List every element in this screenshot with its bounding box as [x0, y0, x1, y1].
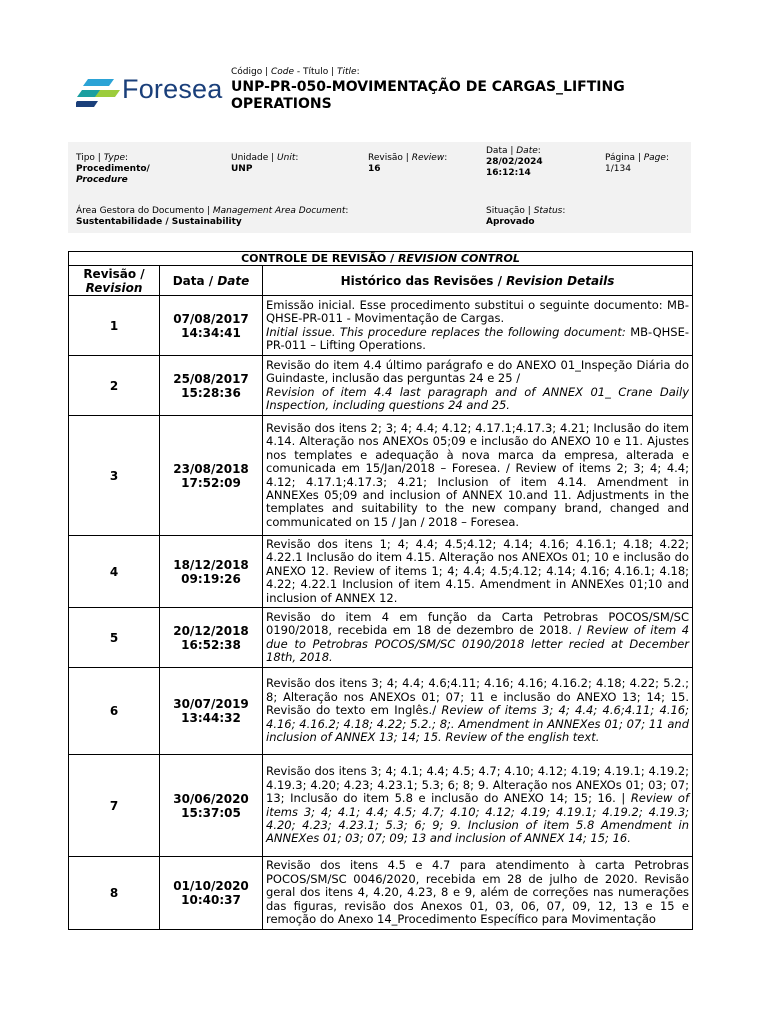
row-date: 01/10/2020 10:40:37: [160, 857, 263, 930]
meta-date: Data | Date: 28/02/2024 16:12:14: [486, 146, 543, 178]
meta-area: Área Gestora do Documento | Management Area Document: Sustentabilidade / Sustainability: [76, 206, 349, 227]
row-details: Revisão dos itens 1; 4; 4.4; 4.5;4.12; 4.14; 4.16; 4.16.1; 4.18; 4.22; 4.22.1 Inclusão do item 4.15. Alteração nos ANEXOs 01; 10 e inclusão do ANEXO 12. Review of items 1; 4; 4.4; 4.5;4.12; 4.14; 4.16; 4.16.1; 4.18; 4.22; 4.22.1 Inclusion of item 4.15. Amendment in ANNEXes 01;10 and inclusion of ANNEX 12.: [263, 536, 693, 608]
row-date: 30/07/2019 13:44:32: [160, 668, 263, 755]
row-date: 30/06/2020 15:37:05: [160, 755, 263, 857]
row-revision: 7: [69, 755, 160, 857]
table-row: [69, 416, 693, 536]
row-details: Revisão do item 4.4 último parágrafo e do ANEXO 01_Inspeção Diária do Guindaste, inclusão das perguntas 24 e 25 / Revision of item 4.4 last paragraph and of ANNEX 01_ Crane Daily Inspection, including questions 24 and 25.: [263, 356, 693, 416]
row-details: Revisão dos itens 3; 4; 4.1; 4.4; 4.5; 4.7; 4.10; 4.12; 4.19; 4.19.1; 4.19.2; 4.19.3; 4.20; 4.23; 4.23.1; 5.3; 6; 8; 9. Alteração nos ANEXOs 01; 03; 07; 13; Inclusão do item 5.8 e inclusão do ANEXO 14; 15; 16. | Review of items 3; 4; 4.1; 4.4; 4.5; 4.7; 4.10; 4.12; 4.19; 4.19.1; 4.19.2; 4.19.3; 4.20; 4.23; 4.23.1; 5.3; 6; 9; 9. Inclusion of item 5.8 Amendment in ANNEXes 01; 03; 07; 09; 13 and inclusion of ANNEX 14; 15; 16.: [263, 755, 693, 857]
table-row: [69, 608, 693, 668]
document-title: UNP-PR-050-MOVIMENTAÇÃO DE CARGAS_LIFTING OPERATIONS: [231, 79, 625, 112]
row-revision: 4: [69, 536, 160, 608]
table-row: [69, 296, 693, 356]
col-header-revision: Revisão / Revision: [69, 266, 160, 296]
table-row: [69, 356, 693, 416]
table-row: [69, 857, 693, 930]
table-row: [69, 755, 693, 857]
revision-control-table: [68, 251, 693, 930]
col-header-date: Data / Date: [160, 266, 263, 296]
row-revision: 3: [69, 416, 160, 536]
table-row: [69, 536, 693, 608]
code-title-label: Código | Code - Título | Title:: [231, 67, 360, 77]
row-date: 20/12/2018 16:52:38: [160, 608, 263, 668]
table-title: CONTROLE DE REVISÃO / REVISION CONTROL: [69, 252, 693, 266]
row-details: [263, 857, 693, 930]
row-revision: 2: [69, 356, 160, 416]
row-date: 25/08/2017 15:28:36: [160, 356, 263, 416]
meta-review: Revisão | Review: 16: [368, 153, 448, 174]
col-header-details: Histórico das Revisões / Revision Details: [263, 266, 693, 296]
row-details: Emissão inicial. Esse procedimento substitui o seguinte documento: MB-QHSE-PR-011 - Movimentação de Cargas. Initial issue. This procedure replaces the following document: MB-QHSE-PR-011 – Lifting Operations.: [263, 296, 693, 356]
metadata-band: [68, 142, 691, 233]
logo-text: Foresea: [122, 74, 223, 104]
meta-unit: Unidade | Unit: UNP: [231, 153, 299, 174]
row-details: Revisão do item 4 em função da Carta Petrobras POCOS/SM/SC 0190/2018, recebida em 18 de dezembro de 2018. / Review of item 4 due to Petrobras POCOS/SM/SC 0190/2018 letter recied at December 18th, 2018.: [263, 608, 693, 668]
table-row: [69, 668, 693, 755]
row-date: 07/08/2017 14:34:41: [160, 296, 263, 356]
row-date: 23/08/2018 17:52:09: [160, 416, 263, 536]
row-revision: 5: [69, 608, 160, 668]
row-date: 18/12/2018 09:19:26: [160, 536, 263, 608]
row-details: Revisão dos itens 2; 3; 4; 4.4; 4.12; 4.17.1;4.17.3; 4.21; Inclusão do item 4.14. Alteração nos ANEXOs 05;09 e inclusão do ANEXO 10 e 11. Ajustes nos templates e adequação à nova marca da empresa, alterada e comunicada em 15/Jan/2018 – Foresea. / Review of items 2; 3; 4; 4.4; 4.12; 4.17.1;4.17.3; 4.21; Inclusion of item 4.14. Amendment in ANNEXes 05;09 and inclusion of ANNEX 10.and 11. Adjustments in the templates and suitability to the new company brand, changed and communicated on 15 / Jan / 2018 – Foresea.: [263, 416, 693, 536]
meta-type: Tipo | Type: Procedimento/ Procedure: [76, 153, 150, 185]
meta-page: Página | Page: 1/134: [605, 153, 669, 174]
meta-status: Situação | Status: Aprovado: [486, 206, 566, 227]
row-details-text: Revisão dos itens 4.5 e 4.7 para atendimento à carta Petrobras POCOS/SM/SC 0046/2020, recebida em 28 de julho de 2020. Revisão geral dos itens 4, 4.20, 4.23, 8 e 9, além de correções nas numerações das figuras, revisão dos Anexos 01, 03, 06, 07, 09, 12, 13 e 15 e remoção do Anexo 14_Procedimento Específico para Movimentação: [266, 859, 690, 927]
row-details: Revisão dos itens 3; 4; 4.4; 4.6;4.11; 4.16; 4.16; 4.16.2; 4.18; 4.22; 5.2.; 8; Alteração nos ANEXOs 01; 07; 11 e inclusão do ANEXO 13; 14; 15. Revisão do texto em Inglês./ Review of items 3; 4; 4.4; 4.6;4.11; 4.16; 4.16; 4.16.2; 4.18; 4.22; 5.2.; 8;. Amendment in ANNEXes 01; 07; 11 and inclusion of ANNEX 13; 14; 15. Review of the english text.: [263, 668, 693, 755]
row-revision: 6: [69, 668, 160, 755]
row-revision: 1: [69, 296, 160, 356]
row-revision: 8: [69, 857, 160, 930]
